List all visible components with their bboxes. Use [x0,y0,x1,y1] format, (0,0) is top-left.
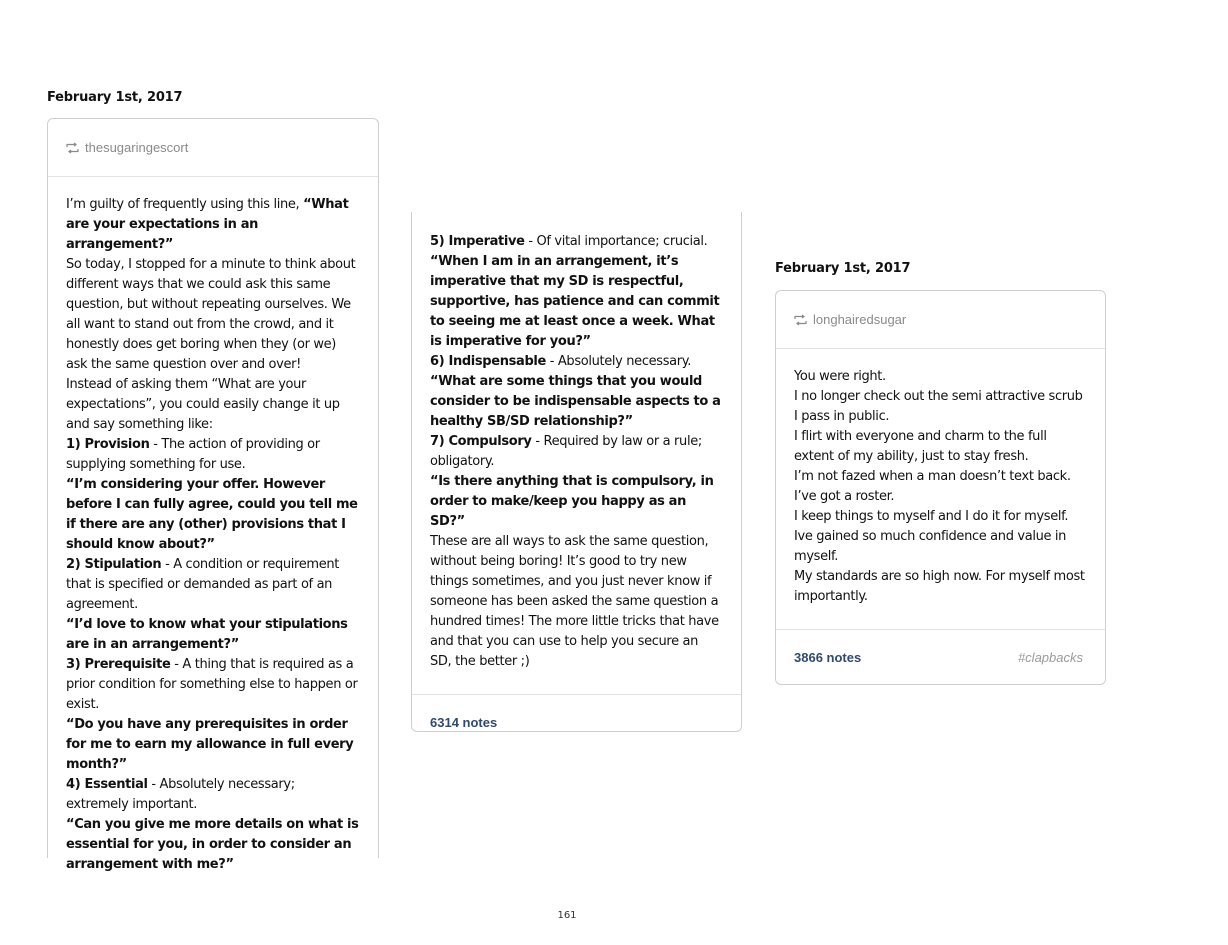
text-segment: I’ve got a roster. [794,489,895,504]
post-paragraph [66,195,360,255]
bold-text: “What are some things that you would consider to be indispensable aspects to a healthy SB/SD relationship?” [430,374,721,429]
post-paragraph [794,527,1087,567]
post-paragraph [66,715,360,775]
reblog-username: thesugaringescort [85,140,189,155]
post-paragraph [66,555,360,615]
post-header [48,119,378,177]
bold-text: “Is there anything that is compulsory, in order to make/keep you happy as an SD?” [430,474,714,529]
notes-count[interactable]: 6314 notes [430,715,498,730]
bold-text: 6) Indispensable [430,354,546,369]
text-segment: - A condition or requirement that is specified or demanded as part of an agreement. [66,557,340,612]
post-paragraph [430,532,723,672]
text-segment: - Of vital importance; crucial. [524,234,708,249]
bold-text: “Can you give me more details on what is essential for you, in order to consider an arrangement with me?” [66,817,359,872]
post-body [412,212,741,672]
text-segment: Ive gained so much confidence and value in myself. [794,529,1067,564]
reblog-link[interactable] [794,312,906,327]
bold-text: “Do you have any prerequisites in order for me to earn my allowance in full every month?” [66,717,354,772]
post-tag[interactable]: #clapbacks [1017,650,1083,665]
bold-text: 5) Imperative [430,234,525,249]
post-paragraph [794,427,1087,467]
reblog-icon [794,315,807,325]
post-footer [412,694,741,750]
post-paragraph [794,387,1087,427]
post-body [48,177,378,875]
text-segment: - The action of providing or supplying something for use. [66,437,320,472]
text-segment: These are all ways to ask the same question, without being boring! It’s good to try new things sometimes, and you just never know if someone has been asked the same question a hundred times! The more little tricks that have and that you can use to help you secure an SD, the better ;) [430,534,719,669]
post-body [776,349,1105,607]
text-segment: I keep things to myself and I do it for myself. [794,509,1069,524]
text-segment: My standards are so high now. For myself most importantly. [794,569,1085,604]
post-paragraph [794,507,1087,527]
post-paragraph [430,252,723,352]
post-card [47,118,379,872]
text-segment: You were right. [794,369,886,384]
post-paragraph [794,567,1087,607]
text-segment: Instead of asking them “What are your expectations”, you could easily change it up and say something like: [66,377,340,432]
bold-text: 2) Stipulation [66,557,162,572]
post-paragraph [430,432,723,472]
post-paragraph [794,487,1087,507]
post-paragraph [66,435,360,475]
post-paragraph [794,467,1087,487]
post-header [776,291,1105,349]
post-paragraph [66,655,360,715]
bold-text: “I’d love to know what your stipulations are in an arrangement?” [66,617,348,652]
text-segment: - A thing that is required as a prior condition for something else to happen or exist. [66,657,358,712]
post-card [411,212,742,732]
post-paragraph [66,615,360,655]
text-segment: I’m not fazed when a man doesn’t text back. [794,469,1071,484]
post-paragraph [794,367,1087,387]
post-paragraph [430,232,723,252]
post-date: February 1st, 2017 [775,261,911,276]
bold-text: 7) Compulsory [430,434,532,449]
text-segment: I flirt with everyone and charm to the full extent of my ability, just to stay fresh. [794,429,1047,464]
post-paragraph [66,815,360,875]
reblog-username: longhairedsugar [813,312,907,327]
reblog-link[interactable] [66,140,188,155]
bold-text: 1) Provision [66,437,150,452]
post-footer [776,629,1105,685]
bold-text: “I’m considering your offer. However before I can fully agree, could you tell me if there are any (other) provisions that I should know about?” [66,477,358,552]
post-paragraph [430,472,723,532]
post-paragraph [66,475,360,555]
post-paragraph [430,352,723,372]
text-segment: I no longer check out the semi attractive scrub I pass in public. [794,389,1083,424]
post-date: February 1st, 2017 [47,90,183,105]
bold-text: 3) Prerequisite [66,657,171,672]
post-card [775,290,1106,685]
text-segment: So today, I stopped for a minute to think about different ways that we could ask this same question, but without repeating ourselves. We all want to stand out from the crowd, and it honestly does get boring when they (or we) ask the same question over and over! [66,257,356,372]
bold-text: “What are your expectations in an arrangement?” [66,197,349,252]
notes-count[interactable]: 3866 notes [794,650,862,665]
bold-text: 4) Essential [66,777,148,792]
text-segment: - Required by law or a rule; obligatory. [430,434,702,469]
text-segment: - Absolutely necessary. [545,354,692,369]
bold-text: “When I am in an arrangement, it’s imperative that my SD is respectful, supportive, has patience and can commit to seeing me at least once a week. What is imperative for you?” [430,254,720,349]
reblog-icon [66,143,79,153]
post-paragraph [66,775,360,815]
post-paragraph [66,375,360,435]
text-segment: I’m guilty of frequently using this line, [66,197,304,212]
post-paragraph [66,255,360,375]
post-paragraph [430,372,723,432]
page-number: 161 [557,910,577,921]
text-segment: - Absolutely necessary; extremely important. [66,777,295,812]
